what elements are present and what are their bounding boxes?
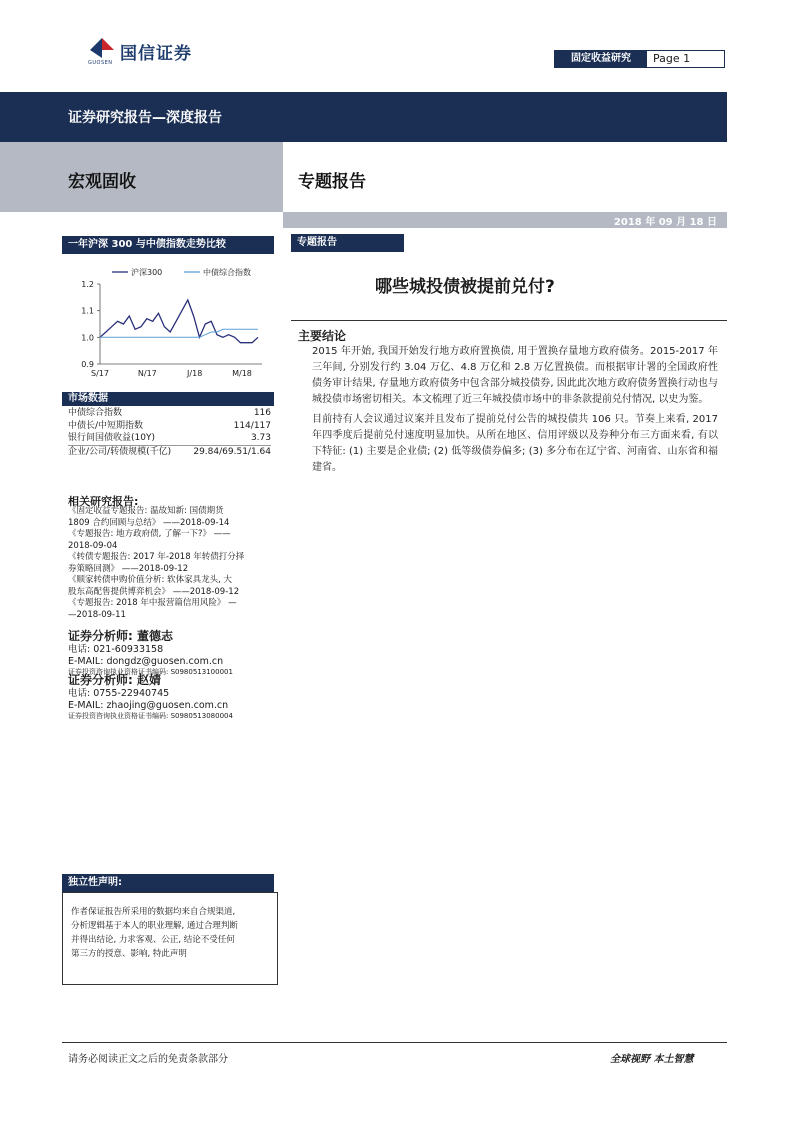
chart-title: 一年沪深 300 与中债指数走势比较 [62, 236, 274, 254]
x-tick-label: J/18 [187, 369, 203, 378]
x-tick-label: N/17 [137, 369, 157, 378]
topic-label: 专题报告 [291, 234, 404, 252]
market-data-table [68, 407, 271, 457]
series-line-2 [100, 329, 258, 337]
declaration-title: 独立性声明: [62, 874, 274, 892]
declaration-line: 并得出结论, 力求客观、公正, 结论不受任何 [71, 935, 235, 945]
divider [291, 320, 727, 321]
y-tick-label: 0.9 [81, 360, 94, 369]
page-number: Page 1 [653, 52, 691, 65]
slogan: 全球视野 本土智慧 [610, 1054, 694, 1065]
paragraph: 目前持有人会议通过议案并且发布了提前兑付公告的城投债共 106 只。节奏上来看, 2017 年四季度后提前兑付速度明显加快。从所在地区、信用评级以及券种分布三方面来看, 有以下特征: (1) 主要是企业债; (2) 低等级债券偏多; (3) 多分布在辽宁省、河南省、山东省和福建省。 [312, 414, 718, 473]
related-report-line[interactable]: —2018-09-11 [68, 609, 126, 620]
related-report-line[interactable]: 《专题报告: 地方政府债, 了解一下?》 —— [68, 529, 231, 539]
market-label: 银行间国债收益(10Y) [68, 433, 155, 443]
related-report-line[interactable]: 《固定收益专题报告: 温故知新: 国债期货 [68, 506, 224, 516]
legend-label: 中债综合指数 [203, 268, 251, 277]
market-data-title: 市场数据 [62, 392, 274, 406]
logo-mark-icon [88, 36, 116, 62]
x-tick-label: M/18 [232, 369, 252, 378]
related-report-line[interactable]: 1809 合约回顾与总结》 ——2018-09-14 [68, 517, 230, 528]
legend-label: 沪深300 [131, 268, 163, 277]
category-title: 宏观固收 [68, 172, 136, 192]
related-report-line[interactable]: 券策略回测》 ——2018-09-12 [68, 563, 189, 574]
market-value: 29.84/69.51/1.64 [193, 446, 271, 457]
analyst-phone: 电话: 0755-22940745 [68, 688, 170, 699]
market-value: 116 [253, 408, 271, 418]
paragraph: 2015 年开始, 我国开始发行地方政府置换债, 用于置换存量地方政府债务。2015-2017 年三年间, 分别发行约 3.04 万亿、4.8 万亿和 2.8 万亿置换债。而根据审计署的全国政府性债务审计结果, 存量地方政府债务中包含部分城投债券, 因此此次地方政府债务置换行动也与城投债市场密切相关。本文梳理了近三年城投债市场中的非条款提前兑付情况, 以史为鉴。 [312, 346, 718, 405]
related-report-line[interactable]: 《专题报告: 2018 年中报营篇信用风险》 — [68, 598, 237, 608]
section-label: 固定收益研究 [555, 51, 647, 67]
page-indicator [554, 50, 725, 68]
conclusion-heading: 主要结论 [298, 329, 347, 343]
report-date: 2018 年 09 月 18 日 [613, 217, 717, 228]
related-reports-title: 相关研究报告: [68, 495, 139, 508]
analyst-cert: 证券投资咨询执业资格证书编码: S0980513100001 [68, 668, 233, 676]
analyst-email[interactable]: E-MAIL: dongdz@guosen.com.cn [68, 655, 224, 667]
main-title: 哪些城投债被提前兑付? [375, 277, 555, 297]
related-reports-list [68, 506, 272, 621]
analyst-phone: 电话: 021-60933158 [68, 644, 164, 655]
market-row [68, 432, 271, 445]
market-row [68, 420, 271, 433]
analyst-cert: 证券投资咨询执业资格证书编码: S0980513080004 [68, 712, 233, 720]
logo-text-en: GUOSEN [88, 60, 113, 66]
analyst-block [68, 671, 278, 721]
related-report-line[interactable]: 2018-09-04 [68, 540, 118, 551]
disclaimer-note: 请务必阅读正文之后的免责条款部分 [68, 1054, 228, 1065]
market-label: 中债长/中短期指数 [68, 420, 144, 431]
conclusion-body [312, 344, 718, 480]
category-band [0, 142, 283, 212]
company-logo [88, 36, 228, 68]
market-value: 114/117 [233, 420, 271, 431]
x-tick-label: S/17 [91, 369, 109, 378]
report-type: 证券研究报告—深度报告 [68, 110, 222, 126]
logo-text: 国信证券 [120, 44, 192, 64]
analyst-block [68, 627, 278, 677]
declaration-line: 作者保证报告所采用的数据均来自合规渠道, [71, 907, 236, 917]
analyst-name: 证券分析师: 董德志 [68, 629, 173, 643]
declaration-line: 分析逻辑基于本人的职业理解, 通过合理判断 [71, 921, 238, 931]
related-report-line[interactable]: 《转债专题报告: 2017 年-2018 年转债打分择 [68, 552, 245, 562]
market-row [68, 445, 271, 458]
market-value: 3.73 [250, 433, 271, 443]
series-line-1 [100, 300, 258, 343]
analyst-name: 证券分析师: 赵婧 [68, 673, 161, 687]
analyst-email[interactable]: E-MAIL: zhaojing@guosen.com.cn [68, 699, 229, 711]
market-row [68, 407, 271, 420]
declaration-box [62, 892, 278, 985]
declaration-line: 第三方的授意、影响, 特此声明 [71, 949, 187, 959]
footer-divider [62, 1042, 727, 1043]
market-label: 企业/公司/转债规模(千亿) [68, 446, 172, 457]
related-report-line[interactable]: 《顺家转债申购价值分析: 软体家具龙头, 大 [68, 575, 232, 585]
y-tick-label: 1.0 [81, 333, 94, 343]
y-tick-label: 1.2 [81, 280, 94, 289]
market-label: 中债综合指数 [68, 408, 123, 418]
y-tick-label: 1.1 [81, 306, 94, 316]
related-report-line[interactable]: 股东高配售提供博弈机会》 ——2018-09-12 [68, 586, 240, 597]
index-comparison-chart [62, 260, 274, 388]
report-category: 专题报告 [298, 172, 366, 192]
